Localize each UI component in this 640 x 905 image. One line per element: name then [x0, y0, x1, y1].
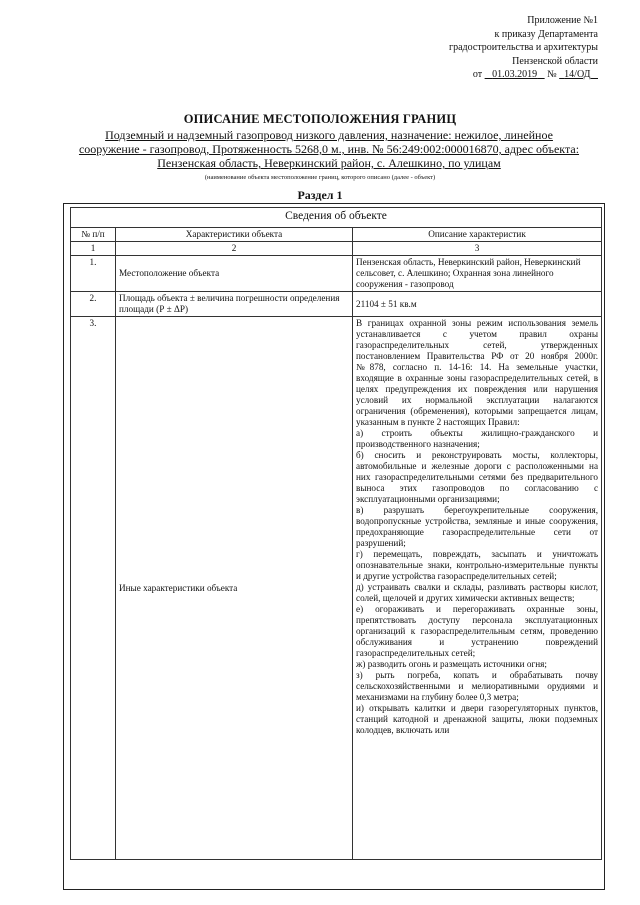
object-description [78, 128, 580, 170]
row-number: 3. [71, 317, 116, 860]
object-description-text: Подземный и надземный газопровод низкого давления, назначение: нежилое, линейное сооружение - газопровод, Протяженность 5268,0 м., инв. № 56:249:002:000016870, адрес объекта: Пензенская область, Неверкинский район, с. Алешкино, по улицам [78, 128, 580, 170]
row-characteristic: Иные характеристики объекта [116, 317, 353, 860]
row-description-text: В границах охранной зоны режим использования земель устанавливается с учетом правил охраны газораспределительных сетей, утвержденных постановлением Правительства РФ от 20 ноября 2000г. №878, согласно п. 14-16: 14. На земельные участки, входящие в охранные зоны газораспределительных сетей, в целях предупреждения их повреждения или нарушения условий их нормальной эксплуатации налагаются ограничения (обременения), которыми запрещается лицам, указанным в пункте 2 настоящих Правил: а) строить объекты жилищно-гражданского и производственного назначения; б) сносить и реконструировать мосты, коллекторы, автомобильные и железные дороги с расположенными на них газораспределительными сетями без предварительного выноса этих газопроводов по согласованию с эксплуатационными организациями; в) разрушать берегоукрепительные сооружения, водопропускные устройства, земляные и иные сооружения, предохраняющие газораспределительные сети от разрушений; г) перемещать, повреждать, засыпать и уничтожать опознавательные знаки, контрольно-измерительные пункты и другие устройства газораспределительных сетей; д) устраивать свалки и склады, разливать растворы кислот, солей, щелочей и других химически активных веществ; е) огораживать и перегораживать охранные зоны, препятствовать доступу персонала эксплуатационных организаций к газораспределительным сетям, проведению обслуживания и устранению повреждений газораспределительных сетей; ж) разводить огонь и размещать источники огня; з) рыть погреба, копать и обрабатывать почву сельскохозяйственными и мелиоративными орудиями и механизмами на глубину более 0,3 метра; и) открывать калитки и двери газорегуляторных пунктов, станций катодной и дренажной защиты, люки подземных колодцев, включать или [356, 318, 599, 735]
header-characteristic: Характеристики объекта [116, 228, 353, 242]
object-info-table [70, 207, 602, 860]
table-header-row [71, 228, 602, 242]
column-number-row [71, 242, 602, 256]
header-number: № п/п [71, 228, 116, 242]
date-prefix: от [472, 69, 483, 80]
table-row [71, 256, 602, 292]
table-row [71, 292, 602, 317]
col-number-1: 1 [71, 242, 116, 256]
row-description: 21104 ± 51 кв.м [353, 292, 602, 317]
section-heading: Раздел 1 [297, 188, 343, 202]
appendix-line-2: к приказу Департамента [494, 28, 598, 40]
row-number: 1. [71, 256, 116, 292]
row-description: Пензенская область, Неверкинский район, Неверкинский сельсовет, с. Алешкино; Охранная зона линейного сооружения - газопровод [353, 256, 602, 292]
document-title: ОПИСАНИЕ МЕСТОПОЛОЖЕНИЯ ГРАНИЦ [183, 112, 457, 126]
order-date: 01.03.2019 [492, 69, 538, 80]
table-caption: Сведения об объекте [71, 208, 602, 228]
appendix-line-3: градостроительства и архитектуры [449, 42, 598, 53]
order-number: 14/ОД [564, 69, 591, 80]
table-caption-row [71, 208, 602, 228]
appendix-line-1: Приложение №1 [527, 15, 598, 26]
object-hint: (наименование объекта местоположение границ, которого описано (далее - объект) [204, 174, 436, 181]
row-description [353, 317, 602, 860]
col-number-3: 3 [353, 242, 602, 256]
row-number: 2. [71, 292, 116, 317]
appendix-date-line [358, 68, 598, 82]
header-description: Описание характеристик [353, 228, 602, 242]
col-number-2: 2 [116, 242, 353, 256]
table-row [71, 317, 602, 860]
row-characteristic: Площадь объекта ± величина погрешности определения площади (Р ± ΔР) [116, 292, 353, 317]
number-prefix: № [547, 69, 557, 80]
appendix-block [358, 14, 598, 82]
appendix-line-4: Пензенской области [512, 55, 598, 67]
row-characteristic: Местоположение объекта [116, 256, 353, 292]
